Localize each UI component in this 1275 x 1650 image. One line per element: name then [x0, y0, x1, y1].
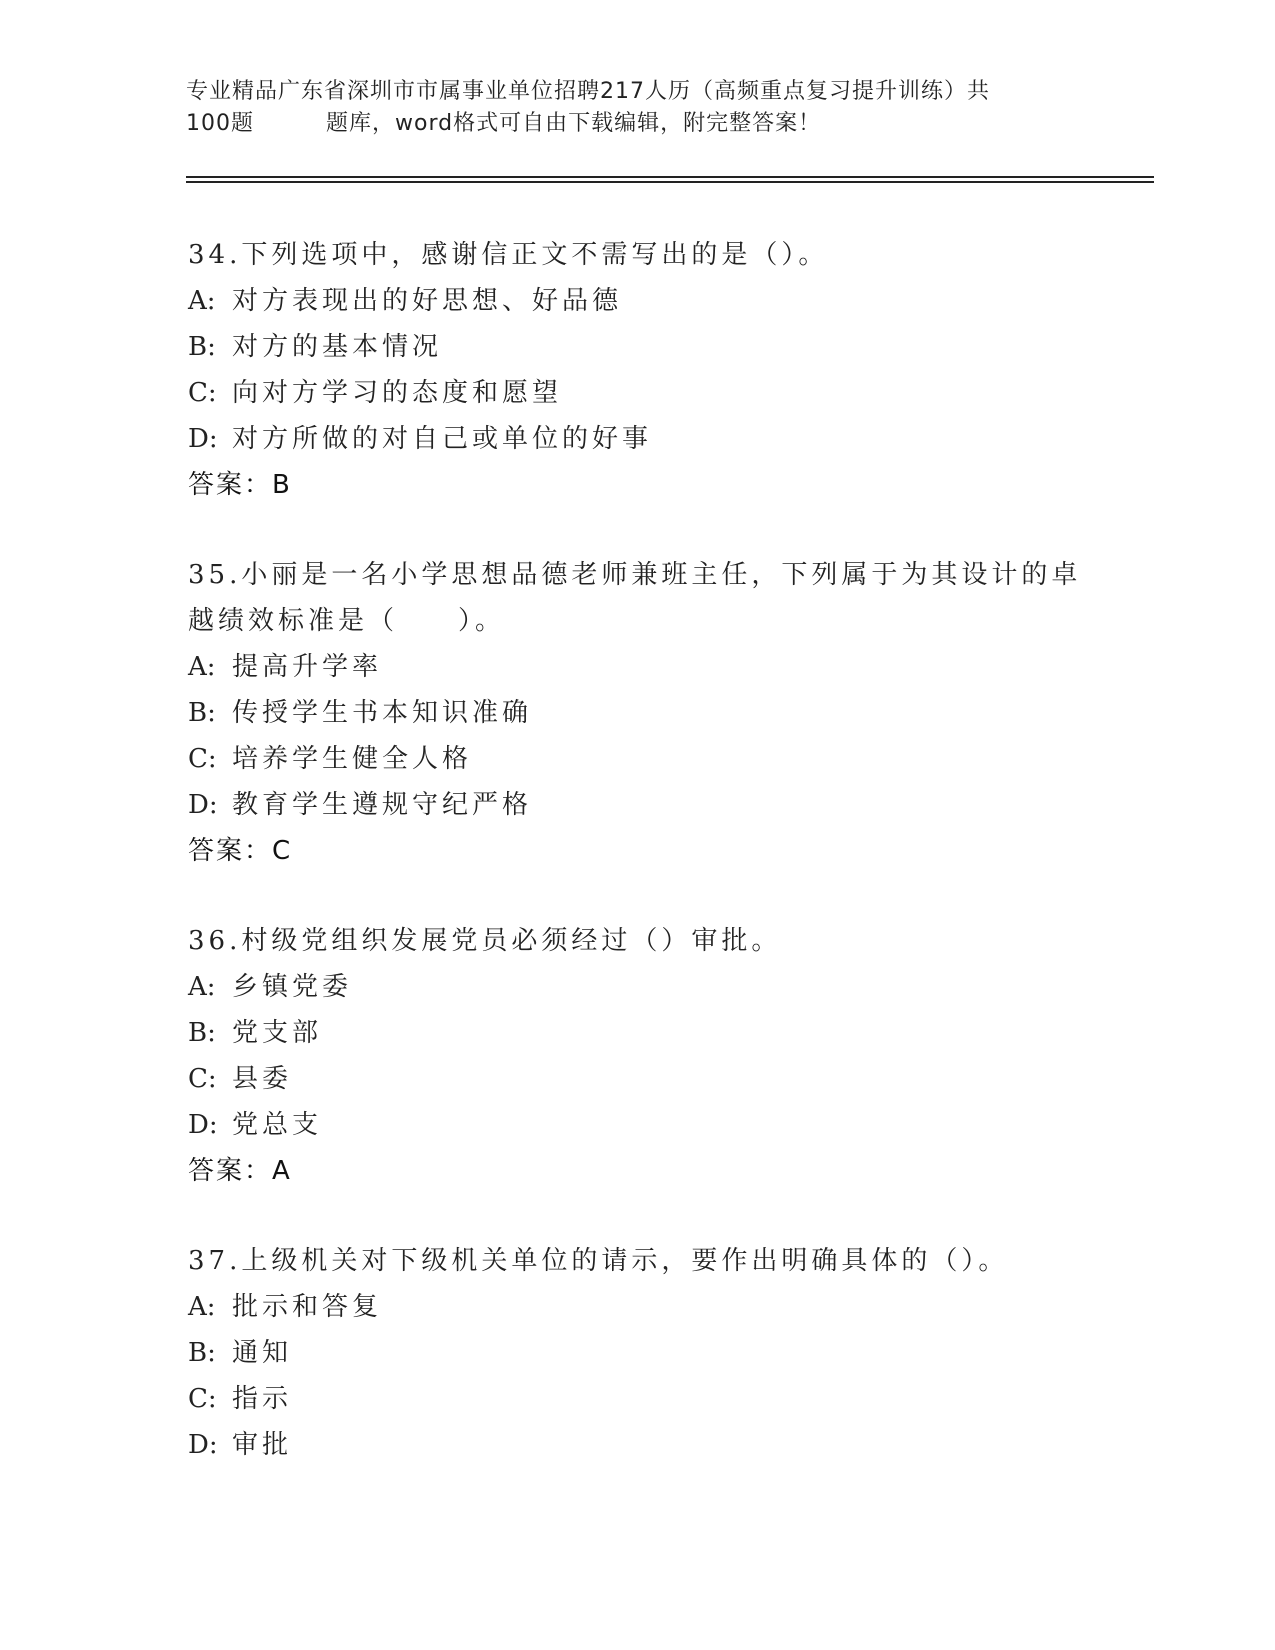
option-key: B:: [188, 1338, 216, 1368]
option-b: [188, 1010, 1108, 1056]
question-stem: 36.村级党组织发展党员必须经过（）审批。: [188, 926, 782, 956]
option-text: 指示: [232, 1384, 293, 1414]
option-text: 对方的基本情况: [232, 332, 443, 362]
option-a: [188, 644, 1108, 690]
option-key: A:: [188, 286, 216, 316]
answer-line: 答案：A: [188, 1156, 292, 1186]
option-key: A:: [188, 972, 216, 1002]
answer-line: 答案：C: [188, 836, 293, 866]
header-divider-top: [186, 176, 1154, 178]
question-list: [188, 232, 1108, 1512]
option-text: 教育学生遵规守纪严格: [232, 790, 533, 820]
option-key: D:: [188, 790, 218, 820]
document-header: [186, 76, 1066, 140]
question-stem: 35.小丽是一名小学思想品德老师兼班主任，下列属于为其设计的卓越绩效标准是（ ）。: [188, 560, 1082, 636]
option-key: B:: [188, 332, 216, 362]
question-34: [188, 232, 1108, 508]
option-text: 向对方学习的态度和愿望: [232, 378, 563, 408]
option-text: 审批: [232, 1430, 293, 1460]
option-key: C:: [188, 378, 217, 408]
option-a: [188, 278, 1108, 324]
option-key: B:: [188, 698, 216, 728]
option-b: [188, 1330, 1108, 1376]
question-35: [188, 552, 1108, 874]
option-d: [188, 1102, 1108, 1148]
question-36: [188, 918, 1108, 1194]
header-question-count: 100题: [186, 111, 254, 136]
option-d: [188, 782, 1108, 828]
option-key: C:: [188, 1384, 217, 1414]
option-text: 通知: [232, 1338, 293, 1368]
option-text: 党总支: [232, 1110, 323, 1140]
option-text: 对方表现出的好思想、好品德: [232, 286, 623, 316]
option-c: [188, 736, 1108, 782]
option-key: A:: [188, 652, 216, 682]
option-key: C:: [188, 744, 217, 774]
option-text: 党支部: [232, 1018, 323, 1048]
option-text: 传授学生书本知识准确: [232, 698, 533, 728]
option-text: 批示和答复: [232, 1292, 383, 1322]
option-a: [188, 1284, 1108, 1330]
option-c: [188, 370, 1108, 416]
option-key: D:: [188, 1110, 218, 1140]
answer-line: 答案：B: [188, 470, 292, 500]
option-text: 培养学生健全人格: [232, 744, 473, 774]
header-line-1: 专业精品广东省深圳市市属事业单位招聘217人历（高频重点复习提升训练）共: [186, 79, 990, 104]
option-b: [188, 324, 1108, 370]
option-a: [188, 964, 1108, 1010]
header-description: 题库，word格式可自由下载编辑，附完整答案！: [326, 111, 822, 136]
header-divider-bottom: [186, 181, 1154, 183]
option-text: 乡镇党委: [232, 972, 353, 1002]
question-37: [188, 1238, 1108, 1468]
option-c: [188, 1376, 1108, 1422]
option-d: [188, 416, 1108, 462]
question-stem: 34.下列选项中，感谢信正文不需写出的是（）。: [188, 240, 829, 270]
option-key: B:: [188, 1018, 216, 1048]
option-b: [188, 690, 1108, 736]
option-key: C:: [188, 1064, 217, 1094]
option-text: 对方所做的对自己或单位的好事: [232, 424, 653, 454]
option-d: [188, 1422, 1108, 1468]
header-line-2: [186, 108, 1066, 140]
option-key: D:: [188, 1430, 218, 1460]
option-text: 提高升学率: [232, 652, 383, 682]
option-key: D:: [188, 424, 218, 454]
question-stem: 37.上级机关对下级机关单位的请示，要作出明确具体的（）。: [188, 1246, 1009, 1276]
option-text: 县委: [232, 1064, 293, 1094]
option-c: [188, 1056, 1108, 1102]
option-key: A:: [188, 1292, 216, 1322]
